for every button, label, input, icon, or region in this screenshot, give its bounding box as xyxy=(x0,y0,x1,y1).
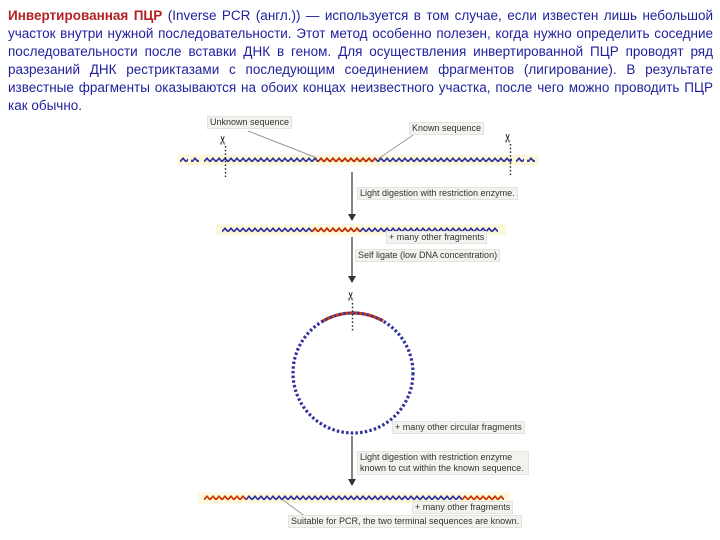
arrow-digest-1 xyxy=(348,172,356,221)
scissors-icon: ✂ xyxy=(216,134,230,146)
paragraph-body: (Inverse PCR (англ.)) — используется в том случае, если известен лишь небольшой участок внутри нужной последовательности. Этот метод особенно полезен, когда нужно определить соседние последовательности после вставки ДНК в геном. Для осуществления инвертированной ПЦР проводят ряд разрезаний ДНК рестриктазами с последующим соединением фрагментов (лигирование). В результате известные фрагменты оказываются на обоих концах неизвестного участка, после чего можно проводить ПЦР как обычно. xyxy=(8,8,713,113)
label-self-ligate: Self ligate (low DNA concentration) xyxy=(355,249,500,262)
label-other-fragments-1: + many other fragments xyxy=(386,231,487,244)
known-end-left xyxy=(204,495,246,502)
term-title: Инвертированная ПЦР xyxy=(8,8,163,23)
arrow-digest-2 xyxy=(348,436,356,486)
label-digest-2: Light digestion with restriction enzyme known to cut within the known sequence. xyxy=(357,451,529,475)
scissors-icon: ✂ xyxy=(501,132,515,144)
label-digest-1: Light digestion with restriction enzyme. xyxy=(357,187,518,200)
label-suitable-for-pcr: Suitable for PCR, the two terminal sequences are known. xyxy=(288,515,522,528)
scissors-icon: ✂ xyxy=(344,290,358,302)
circular-dna xyxy=(293,313,413,433)
dna-strand-genomic xyxy=(177,155,539,166)
label-unknown-sequence: Unknown sequence xyxy=(207,116,292,129)
label-known-sequence: Known sequence xyxy=(409,122,484,135)
label-other-circular-fragments: + many other circular fragments xyxy=(392,421,525,434)
label-other-fragments-2: + many other fragments xyxy=(412,501,513,514)
known-sequence-segment xyxy=(318,157,376,164)
pointer-unknown xyxy=(248,131,317,158)
known-sequence-segment xyxy=(312,227,360,234)
